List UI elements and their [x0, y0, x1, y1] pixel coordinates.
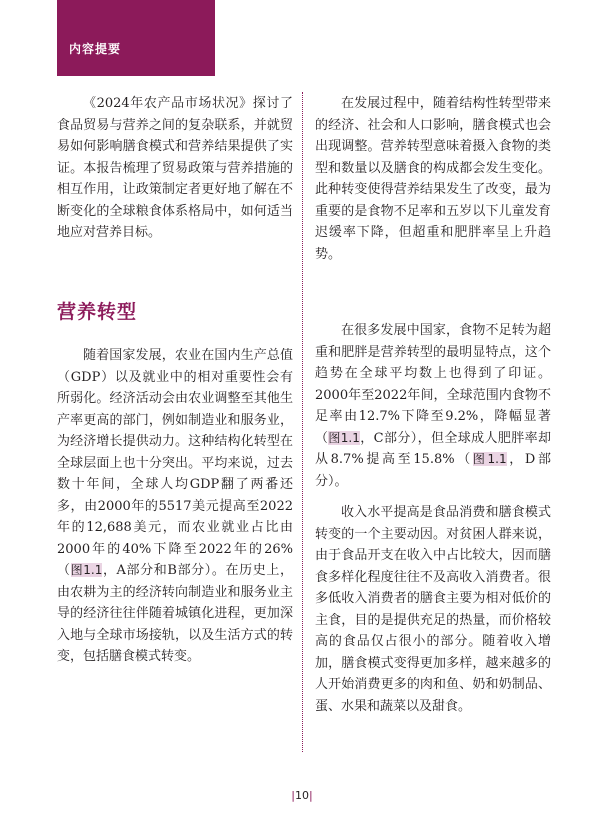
undernourishment-paragraph — [315, 320, 551, 492]
paragraph-text: 在很多发展中国家，食物不足转为超重和肥胖是营养转型的最明显特点，这个趋势在全球平均数上也得到了印证。2000年至2022年间，全球范围内食物不足率由12.7%下降至9.2%，降幅显著（ — [315, 323, 551, 446]
left-column-intro — [57, 93, 293, 244]
paragraph-text: 随着国家发展，农业在国内生产总值（GDP）以及就业中的相对重要性会有所弱化。经济活动会由农业调整至其他生产率更高的部门，例如制造业和服务业，为经济增长提供动力。这种结构化转型在全球层面上也十分突出。平均来说，过去数十年间，全球人均GDP翻了两番还多，由2000年的5517美元提高至2022年的12,688美元，而农业就业占比由2000年的40%下降至2022年的26%（ — [57, 348, 293, 578]
figure-reference-link[interactable]: 图1.1 — [328, 430, 360, 445]
right-column-top — [315, 93, 551, 265]
left-column-body — [57, 345, 293, 668]
right-column-bottom — [315, 502, 551, 717]
figure-reference-link[interactable]: 图1.1 — [70, 563, 103, 577]
structural-transformation-paragraph — [57, 345, 293, 668]
section-header-box — [57, 0, 215, 76]
income-paragraph: 收入水平提高是食品消费和膳食模式转变的一个主要动因。对贫困人群来说，由于食品开支在收入中占比较大，因而膳食多样化程度往往不及高收入消费者。很多低收入消费者的膳食主要为相对低价的主食，目的是提供充足的热量，而价格较高的食品仅占很小的部分。随着收入增加，膳食模式变得更加多样，越来越多的人开始消费更多的肉和鱼、奶和奶制品、蛋、水果和蔬菜以及甜食。 — [315, 505, 551, 714]
right-column-middle — [315, 320, 551, 492]
page-number — [0, 789, 604, 802]
intro-paragraph: 《2024年农产品市场状况》探讨了食品贸易与营养之间的复杂联系，并就贸易如何影响膳食模式和营养结果提供了实证。本报告梳理了贸易政策与营养措施的相互作用，让政策制定者更好地了解在不断变化的全球粮食体系格局中，如何适当地应对营养目标。 — [57, 96, 293, 240]
paragraph-text: ，D部分）。 — [315, 452, 551, 489]
section-title: 营养转型 — [57, 301, 138, 323]
nutrition-transition-paragraph: 在发展过程中，随着结构性转型带来的经济、社会和人口影响，膳食模式也会出现调整。营养转型意味着摄入食物的类型和数量以及膳食的构成都会发生变化。此种转变使得营养结果发生了改变，最为重要的是食物不足率和五岁以下儿童发育迟缓率下降，但超重和肥胖率呈上升趋势。 — [315, 96, 551, 262]
page-number-bar-left: | — [291, 789, 295, 802]
section-header-label: 内容提要 — [69, 42, 122, 56]
paragraph-text: ，A部分和B部分）。在历史上，由农耕为主的经济转向制造业和服务业主导的经济往往伴随着城镇化进程，更加深入地与全球市场接轨，以及生活方式的转变，包括膳食模式转变。 — [57, 563, 293, 664]
page-number-bar-right: | — [309, 789, 313, 802]
paragraph-text: ，C部分），但全球成人肥胖率却从8.7%提高至15.8%（ — [315, 430, 551, 467]
figure-reference-link[interactable]: 图1.1 — [472, 452, 507, 466]
column-divider — [302, 92, 303, 752]
page-number-value: 10 — [295, 789, 309, 802]
